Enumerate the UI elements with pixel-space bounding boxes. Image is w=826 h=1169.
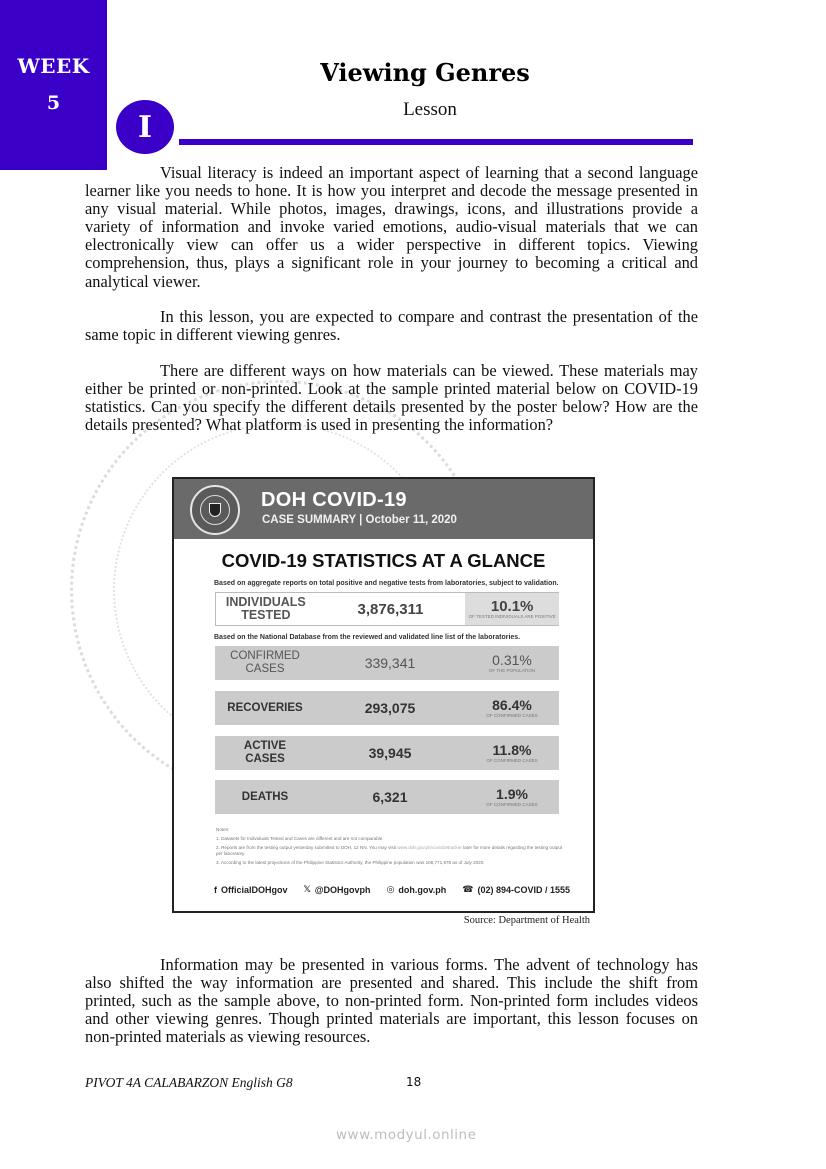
paragraph-materials [85,362,698,434]
note-3: 3. According to the latest projections of the Philippine Statistics Authority, the Philippine population was 108,771,978 as of July 2020. [216,860,485,865]
note-1: 1. Datasets for Individuals Tested and Cases are different and are not comparable. [216,836,384,841]
stat-value: 293,075 [364,700,416,716]
image-source-caption: Source: Department of Health [463,915,590,926]
week-label: WEEK [17,54,90,78]
notes-heading: Notes: [216,827,230,832]
stat-percentage: 0.31% OF THE POPULATION [488,652,536,673]
globe-icon: ◎ [386,884,395,894]
poster-title: DOH COVID-19 [261,489,407,511]
doh-covid-poster [172,477,595,913]
social-hotline [462,884,570,895]
section-letter-badge: I [116,100,174,154]
footer-page-number: 18 [406,1075,422,1089]
basis-note-tests: Based on aggregate reports on total positive and negative tests from laboratories, subject to validation. [214,580,559,587]
social-website [387,884,447,895]
footer-module-title: PIVOT 4A CALABARZON English G8 [85,1075,293,1090]
note-2: 2. Reports are from the testing output yesterday submitted to DOH, 12 NN. You may visit www.doh.gov.ph/covid19tracker later for more details regarding the testing output per laboratory. [216,845,563,856]
stat-label: ACTIVE CASES [243,740,287,765]
poster-subtitle: CASE SUMMARY | October 11, 2020 [262,514,457,526]
paragraph-text: There are different ways on how materials can be viewed. These materials may either be printed or non-printed. Look at the sample printed material below on COVID-19 statistics. Can you specify the different details presented by the poster below? How are the details presented? What platform is used in presenting the information? [85,361,698,435]
title-divider [179,139,693,145]
stat-label: INDIVIDUALS TESTED [225,595,306,622]
stat-percentage: 10.1% OF TESTED INDIVIDUALS ARE POSITIVE [465,593,559,625]
paragraph-text: Visual literacy is indeed an important aspect of learning that a second language learner like you needs to hone. It is how you interpret and decode the message presented in any visual material. While photos, images, drawings, icons, and illustrations provide a variety of information and invoke varied emotions, audio-visual materials that we can electronically view can offer us a wider perspective in different topics. Viewing comprehension, thus, plays a significant role in your journey to becoming a critical and analytical viewer. [85,163,698,291]
stat-percentage: 1.9% OF CONFIRMED CASES [486,786,538,807]
stat-label: RECOVERIES [227,701,303,714]
stat-value: 39,945 [368,745,412,761]
page-subtitle: Lesson [403,99,457,120]
twitter-icon: 𝕏 [303,884,311,894]
paragraph-forms [85,956,698,1046]
phone-icon: ☎ [462,884,474,894]
stat-percentage: 11.8% OF CONFIRMED CASES [486,742,538,763]
facebook-icon: f [214,884,217,895]
tracker-link[interactable]: www.doh.gov.ph/covid19tracker [397,845,462,850]
social-facebook [214,884,288,895]
stat-row-individuals-tested [215,592,559,626]
poster-header [174,479,593,539]
paragraph-text: Information may be presented in various forms. The advent of technology has also shifted the way information are presented and shared. This include the shift from printed, such as the sample above, to non-printed form. Non-printed form includes videos and other viewing genres. Though printed materials are important, this lesson focuses on non-printed materials as viewing resources. [85,955,698,1047]
page-title: Viewing Genres [320,58,530,87]
stat-label: CONFIRMED CASES [230,650,300,675]
week-badge [0,0,107,170]
stat-value: 6,321 [372,789,408,805]
social-twitter [304,884,371,895]
stat-row-deaths [215,780,559,814]
week-number: 5 [46,92,61,114]
social-text: doh.gov.ph [398,884,447,895]
basis-note-database: Based on the National Database from the reviewed and validated line list of the laboratories. [214,634,521,641]
social-text: (02) 894-COVID / 1555 [477,884,571,895]
poster-contact-bar [214,884,574,895]
stat-value: 339,341 [364,655,416,671]
footer-watermark-site: www.modyul.online [336,1127,477,1143]
stat-row-active-cases [215,736,559,770]
poster-notes [216,827,566,869]
stat-row-recoveries [215,691,559,725]
stat-percentage: 86.4% OF CONFIRMED CASES [486,697,538,718]
stat-value: 3,876,311 [357,600,424,618]
social-text: OfficialDOHgov [221,884,288,895]
paragraph-text: In this lesson, you are expected to compare and contrast the presentation of the same topic in different viewing genres. [85,307,698,345]
paragraph-intro [85,164,698,291]
social-text: @DOHgovph [314,884,371,895]
paragraph-objective [85,308,698,344]
poster-heading: COVID-19 STATISTICS AT A GLANCE [221,550,546,571]
doh-seal-icon [190,485,240,535]
stat-row-confirmed-cases [215,646,559,680]
stat-label: DEATHS [241,790,289,803]
